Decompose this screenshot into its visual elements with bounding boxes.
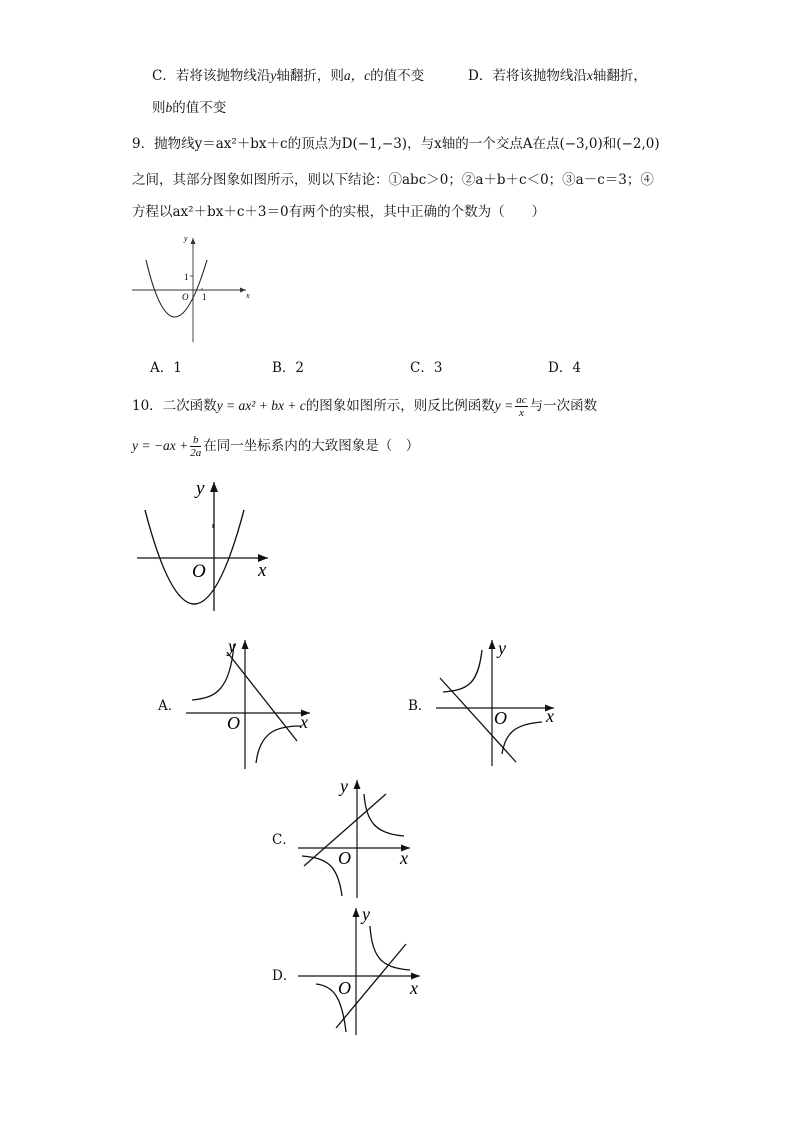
q10-expr2-lhs: y = bbox=[494, 398, 514, 413]
q9-graph bbox=[128, 232, 258, 347]
q10-fraction bbox=[515, 394, 527, 419]
q10-a-x-label: x bbox=[300, 712, 308, 732]
q10-expr: y = ax² + bx + c bbox=[216, 398, 306, 413]
q10-b-y-label: y bbox=[498, 638, 506, 658]
q10-option-a-graph bbox=[184, 636, 324, 771]
q10-c-origin-label: O bbox=[338, 848, 351, 868]
q10-c-hyperbola-right bbox=[364, 794, 404, 836]
q9-text3: ，与x轴的一个交点A在点 bbox=[407, 136, 560, 152]
q9-x-label: x bbox=[246, 291, 250, 300]
q9-y-arrow-icon bbox=[191, 238, 196, 244]
q9-origin-label: O bbox=[182, 292, 189, 302]
q8-option-d-text3: 则 bbox=[152, 100, 166, 116]
q10-a-hyperbola-right bbox=[256, 726, 301, 763]
q10-option-c-graph bbox=[296, 776, 426, 901]
q10-text4: 在同一坐标系内的大致图象是（ ） bbox=[203, 438, 420, 454]
q10-option-b-graph bbox=[432, 636, 572, 771]
q10-c-y-label: y bbox=[340, 776, 348, 796]
q10-line2 bbox=[132, 434, 419, 459]
q10-frac-num: ac bbox=[516, 394, 527, 406]
q10-main-parabola bbox=[145, 510, 244, 604]
q10-option-c-label: C． bbox=[272, 832, 296, 848]
q10-fraction2 bbox=[190, 434, 201, 459]
q10-text3: 与一次函数 bbox=[529, 398, 598, 414]
q9-text: 9．抛物线 bbox=[132, 136, 195, 152]
q10-line1 bbox=[132, 394, 597, 419]
q10-d-y-arrow-icon bbox=[353, 908, 360, 917]
q8-option-d-text: D．若将该抛物线沿 bbox=[468, 68, 587, 84]
q9-line1 bbox=[132, 134, 660, 154]
q8-option-d-continued bbox=[152, 98, 226, 118]
q9-parabola bbox=[146, 260, 207, 317]
q10-option-d-graph bbox=[296, 902, 436, 1037]
q10-text: 10．二次函数 bbox=[132, 398, 217, 414]
q9-y-label: y bbox=[184, 234, 188, 243]
q9-option-b: B．2 bbox=[272, 360, 305, 376]
q10-d-x-label: x bbox=[410, 978, 418, 998]
q8-option-d-text4: 的值不变 bbox=[172, 100, 227, 116]
q9-option-a: A．1 bbox=[150, 360, 182, 376]
q9-tick-x-label: 1 bbox=[202, 292, 207, 302]
q9-expr: y＝ax²＋bx＋c bbox=[194, 136, 288, 152]
q8-option-d-var2: b bbox=[165, 100, 173, 115]
q10-c-y-arrow-icon bbox=[354, 780, 361, 789]
q8-option-c-vars: a，c bbox=[343, 68, 371, 83]
q10-option-d-label: D． bbox=[272, 968, 297, 984]
q8-option-d-text2: 轴翻折， bbox=[592, 68, 647, 84]
q10-d-y-label: y bbox=[362, 904, 370, 924]
q8-option-c-text2: 轴翻折，则 bbox=[276, 68, 344, 84]
q10-a-origin-label: O bbox=[227, 713, 240, 733]
q9-line3: 方程以ax²＋bx＋c＋3＝0有两个的实根，其中正确的个数为（ ） bbox=[132, 204, 546, 220]
q10-c-x-label: x bbox=[400, 848, 408, 868]
q10-frac2-num: b bbox=[190, 434, 201, 447]
q9-line2: 之间，其部分图象如图所示，则以下结论：①abc＞0；②a＋b＋c＜0；③a－c＝3；④ bbox=[132, 172, 654, 188]
q8-option-c-text: C．若将该抛物线沿 bbox=[152, 68, 271, 84]
q10-d-origin-label: O bbox=[338, 978, 351, 998]
q10-option-a-label: A． bbox=[158, 698, 182, 714]
q10-b-origin-label: O bbox=[494, 708, 507, 728]
q8-option-c-var: y bbox=[270, 68, 277, 83]
q8-option-d-var: x bbox=[586, 68, 593, 83]
q10-b-x-label: x bbox=[546, 706, 554, 726]
q10-text2: 的图象如图所示，则反比例函数 bbox=[305, 398, 495, 414]
q8-option-d bbox=[468, 66, 647, 86]
q10-frac2-den: 2a bbox=[190, 447, 202, 459]
q10-main-graph bbox=[134, 478, 284, 613]
q10-a-y-arrow-icon bbox=[242, 640, 249, 649]
q10-b-y-arrow-icon bbox=[489, 640, 496, 649]
q10-option-b-label: B． bbox=[408, 698, 432, 714]
q10-frac-den: x bbox=[519, 407, 524, 419]
q10-main-y-arrow-icon bbox=[210, 482, 218, 492]
q9-text4: 和 bbox=[602, 136, 617, 152]
q9-option-c: C．3 bbox=[410, 360, 443, 376]
q9-tick-y-label: 1 bbox=[184, 272, 189, 282]
q9-point1: (−3,0) bbox=[559, 136, 603, 152]
q10-b-hyperbola-left bbox=[443, 650, 482, 692]
q10-expr3: y = −ax + bbox=[132, 438, 189, 453]
q9-text2: 的顶点为 bbox=[287, 136, 342, 152]
q9-vertex: D(−1,−3) bbox=[341, 136, 408, 152]
q8-option-c-text3: 的值不变 bbox=[370, 68, 425, 84]
q10-main-origin-label: O bbox=[192, 561, 206, 582]
q10-main-x-label: x bbox=[258, 560, 267, 581]
q9-point2: (−2,0) bbox=[616, 136, 660, 152]
q10-b-hyperbola-right bbox=[502, 722, 542, 754]
q8-option-c bbox=[152, 66, 424, 86]
q10-a-y-label: y bbox=[228, 636, 236, 656]
q9-option-d: D．4 bbox=[548, 360, 581, 376]
q10-main-y-label: y bbox=[196, 478, 205, 499]
